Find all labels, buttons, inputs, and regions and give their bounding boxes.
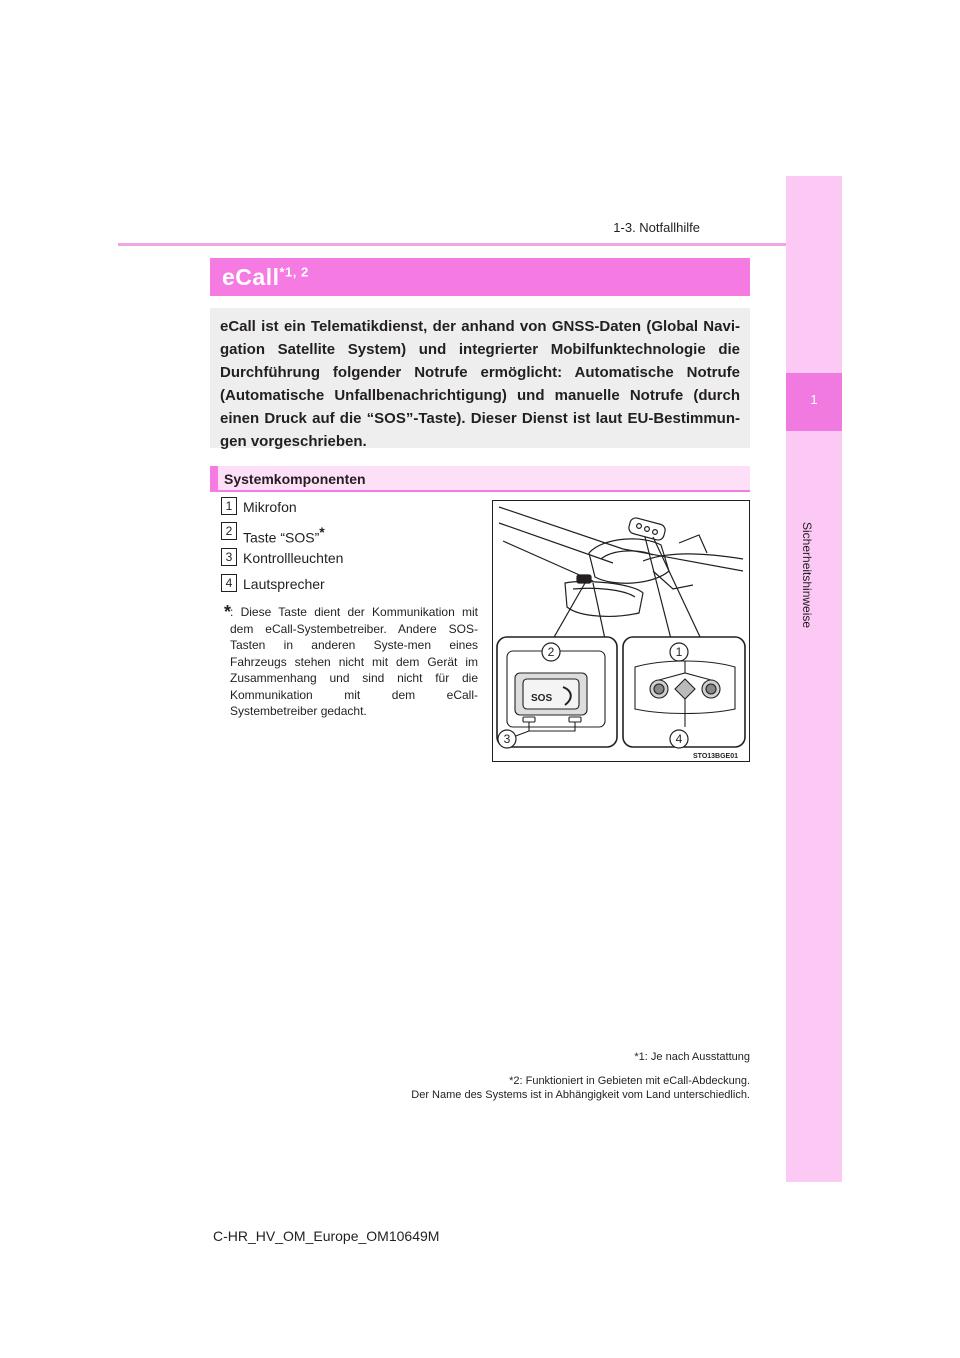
callout-1: 1 xyxy=(675,645,683,659)
component-number-4: 4 xyxy=(221,574,237,592)
component-label-1: Mikrofon xyxy=(243,499,297,515)
title-superscript: *1, 2 xyxy=(279,264,309,280)
footnote-text: : Diese Taste dient der Kommunikation mit dem eCall-Systembetreiber. Andere SOS-Tasten in anderen Syste-men eines Fahrzeugs stehen nicht mit dem Gerät im Zusammenhang und sind nicht für die Kommunikation mit dem eCall-Systembetreiber gedacht. xyxy=(230,605,478,718)
callout-2: 2 xyxy=(547,645,555,659)
callout-3: 3 xyxy=(503,732,511,746)
document-id: C-HR_HV_OM_Europe_OM10649M xyxy=(213,1228,440,1244)
component-2-asterisk: * xyxy=(319,524,325,540)
component-label-2-text: Taste “SOS” xyxy=(243,529,320,546)
chapter-title: Sicherheitshinweise xyxy=(800,522,814,629)
component-number-3: 3 xyxy=(221,548,237,566)
sos-label: SOS xyxy=(531,693,553,704)
note-2: *2: Funktioniert in Gebieten mit eCall-Abdeckung. xyxy=(509,1075,750,1087)
component-number-2: 2 xyxy=(221,522,237,540)
component-label-3: Kontrollleuchten xyxy=(243,550,344,566)
title-main: eCall xyxy=(222,264,280,290)
component-label-4: Lautsprecher xyxy=(243,576,325,592)
component-number-1: 1 xyxy=(221,497,237,515)
footnote-marker: * xyxy=(224,602,232,622)
illustration-caption: STO13BGE01 xyxy=(693,753,739,760)
component-label-2 xyxy=(243,524,325,546)
note-3: Der Name des Systems ist in Abhängigkeit vom Land unterschiedlich. xyxy=(411,1089,750,1101)
header-rule xyxy=(118,243,786,246)
page-title xyxy=(222,264,309,291)
ecall-diagram xyxy=(493,501,749,761)
intro-text: eCall ist ein Telematikdienst, der anhand von GNSS-Daten (Global Navi-gation Satellite System) und integrierter Mobilfunktechnologie die Durchführung folgender Notrufe ermöglicht: Automatische Notrufe (Automatische Unfallbenachrichtigung) und manuelle Notrufe (durch einen Druck auf die “SOS”-Taste). Dieser Dienst ist laut EU-Bestimmun-gen vorgeschrieben. xyxy=(220,318,740,450)
section-title: 1-3. Notfallhilfe xyxy=(613,220,700,235)
callout-4: 4 xyxy=(675,732,683,746)
subheading: Systemkomponenten xyxy=(224,471,366,487)
ecall-illustration xyxy=(492,500,750,762)
note-1: *1: Je nach Ausstattung xyxy=(634,1051,750,1063)
chapter-number: 1 xyxy=(810,392,818,407)
chapter-side-tab xyxy=(786,176,842,1182)
subheading-accent xyxy=(210,466,218,492)
